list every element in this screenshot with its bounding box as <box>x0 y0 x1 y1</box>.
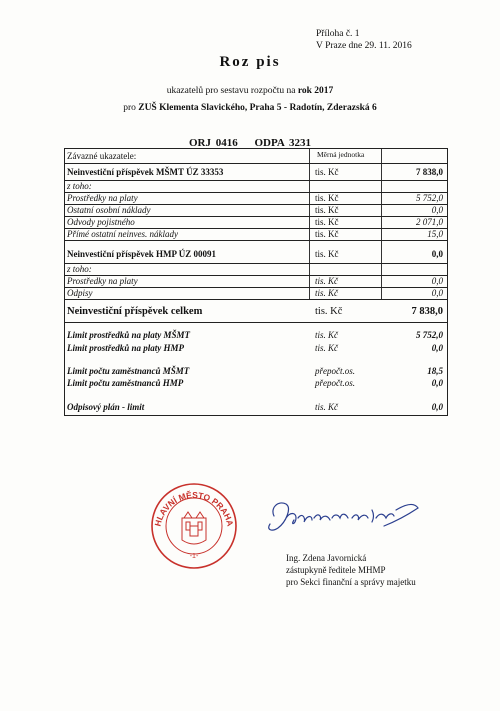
row-unit: tis. Kč <box>315 288 339 298</box>
subtitle-prefix: ukazatelů pro sestavu rozpočtu na <box>166 86 296 96</box>
row-unit: tis. Kč <box>315 330 339 340</box>
row-value: 7 838,0 <box>416 167 443 177</box>
attachment-label: Příloha č. 1 <box>316 29 360 39</box>
row-unit: tis. Kč <box>315 167 339 177</box>
row-label: Odpisový plán - limit <box>67 402 145 412</box>
row-value: 2 071,0 <box>416 217 443 227</box>
divider <box>65 322 447 323</box>
row-label: Ostatní osobní náklady <box>67 205 151 215</box>
row-value: 0,0 <box>431 276 443 286</box>
signature-block <box>286 552 416 588</box>
header-unit: Měrná jednotka <box>317 150 365 159</box>
coat-of-arms-icon <box>182 512 206 544</box>
subtitle-line-1 <box>0 86 500 96</box>
row-value: 15,0 <box>427 229 443 239</box>
row-value: 0,0 <box>431 249 443 259</box>
row-label: Neinvestiční příspěvek HMP ÚZ 00091 <box>67 249 216 259</box>
subtitle-line-2 <box>0 103 500 113</box>
col-divider-2 <box>381 149 382 299</box>
city-stamp <box>150 482 238 570</box>
row-label: z toho: <box>67 264 92 274</box>
place-date: V Praze dne 29. 11. 2016 <box>316 41 412 51</box>
row-value: 0,0 <box>431 343 443 353</box>
stamp-text: HLAVNÍ MĚSTO PRAHA <box>152 489 236 528</box>
row-label: Limit počtu zaměstnanců HMP <box>67 378 184 388</box>
row-label: Neinvestiční příspěvek MŠMT ÚZ 33353 <box>67 167 224 177</box>
divider <box>65 299 447 300</box>
row-label: Odvody pojistného <box>67 217 135 227</box>
row-unit: přepočt.os. <box>315 378 355 388</box>
row-label: Limit počtu zaměstnanců MŠMT <box>67 366 190 376</box>
signatory-role: zástupkyně ředitele MHMP <box>286 565 386 575</box>
row-unit: tis. Kč <box>315 205 339 215</box>
row-unit: tis. Kč <box>315 193 339 203</box>
row-unit: tis. Kč <box>315 343 339 353</box>
row-unit: tis. Kč <box>315 249 339 259</box>
signatory-name: Ing. Zdena Javornická <box>286 553 367 563</box>
row-label: Přímé ostatní neinves. náklady <box>67 229 178 239</box>
row-label: Neinvestiční příspěvek celkem <box>67 306 203 317</box>
header-label: Závazné ukazatele: <box>67 151 137 161</box>
divider <box>65 240 447 241</box>
row-label: Prostředky na platy <box>67 276 138 286</box>
row-label: Limit prostředků na platy HMP <box>67 343 185 353</box>
orj-code: ORJ 0416 <box>189 137 238 149</box>
row-label: Odpisy <box>67 288 93 298</box>
row-value: 5 752,0 <box>416 193 443 203</box>
row-label: z toho: <box>67 181 92 191</box>
row-value: 0,0 <box>431 288 443 298</box>
row-value: 0,0 <box>431 205 443 215</box>
row-value: 0,0 <box>431 378 443 388</box>
odpa-code: ODPA 3231 <box>254 137 311 149</box>
row-value: 0,0 <box>431 402 443 412</box>
row-unit: tis. Kč <box>315 306 343 317</box>
handwritten-signature <box>256 488 426 548</box>
stamp-number: -1- <box>189 553 199 560</box>
row-value: 5 752,0 <box>416 330 443 340</box>
divider <box>65 287 447 288</box>
budget-table <box>64 148 448 416</box>
row-unit: tis. Kč <box>315 276 339 286</box>
subtitle-year: rok 2017 <box>297 86 334 96</box>
subtitle-org: ZUŠ Klementa Slavického, Praha 5 - Radotín, Zderazská 6 <box>138 103 377 113</box>
row-unit: tis. Kč <box>315 402 339 412</box>
row-unit: tis. Kč <box>315 229 339 239</box>
divider <box>65 180 447 181</box>
row-unit: přepočt.os. <box>315 366 355 376</box>
document-title: Roz pis <box>219 54 281 70</box>
row-label: Prostředky na platy <box>67 193 138 203</box>
divider <box>65 163 447 164</box>
divider <box>65 263 447 264</box>
row-value: 7 838,0 <box>411 306 443 317</box>
col-divider-1 <box>309 149 310 299</box>
subtitle-org-prefix: pro <box>123 103 136 113</box>
row-value: 18,5 <box>427 366 443 376</box>
signatory-department: pro Sekci finanční a správy majetku <box>286 577 416 587</box>
row-unit: tis. Kč <box>315 217 339 227</box>
row-label: Limit prostředků na platy MŠMT <box>67 330 191 340</box>
header-right <box>316 28 412 52</box>
